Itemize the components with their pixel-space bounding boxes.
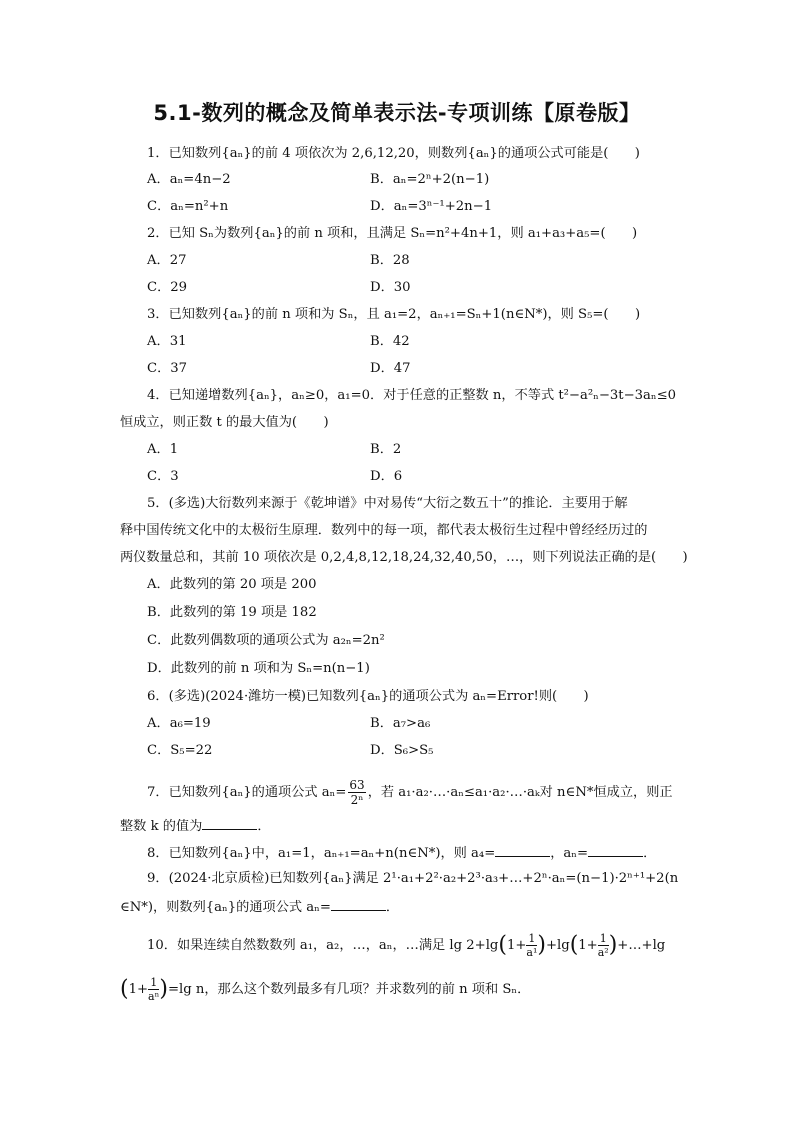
answer-blank[interactable] — [495, 842, 550, 857]
question-3-stem: 3．已知数列{aₙ}的前 n 项和为 Sₙ，且 a₁=2，aₙ₊₁=Sₙ+1(n∈N*)，则 S₅=( ) — [147, 307, 641, 322]
question-1-stem: 1．已知数列{aₙ}的前 4 项依次为 2,6,12,20，则数列{aₙ}的通项公式可能是( ) — [147, 146, 640, 161]
question-5-stem: 5．(多选)大衍数列来源于《乾坤谱》中对易传“大衍之数五十”的推论．主要用于解 — [147, 496, 628, 511]
answer-blank[interactable] — [331, 896, 386, 911]
page-title: 5.1-数列的概念及简单表示法-专项训练【原卷版】 — [153, 101, 641, 125]
question-10-ellipsis: +…+lg — [617, 938, 666, 953]
question-7-stem-start: 7．已知数列{aₙ}的通项公式 aₙ= — [147, 785, 347, 800]
question-7-line2-end: ． — [257, 819, 271, 834]
question-3-option-d: D．47 — [370, 361, 411, 376]
question-10-stem — [147, 932, 665, 959]
question-10-fraction-n — [148, 976, 159, 1003]
question-8-text-c: ． — [643, 846, 657, 861]
question-9-line2-text: ∈N*)，则数列{aₙ}的通项公式 aₙ= — [120, 900, 331, 915]
question-5-option-a: A．此数列的第 20 项是 200 — [147, 577, 317, 592]
fraction-denominator: a¹ — [526, 946, 538, 959]
question-7-stem-end: ，若 a₁·a₂·…·aₙ≤a₁·a₂·…·aₖ对 n∈N*恒成立，则正 — [367, 785, 673, 800]
question-10-fraction-2 — [598, 932, 609, 959]
question-7-line2-text: 整数 k 的值为 — [120, 819, 203, 834]
bracket-close: ) — [159, 976, 168, 1002]
fraction-denominator: aⁿ — [148, 990, 160, 1003]
bracket-open: ( — [120, 976, 129, 1002]
question-7-fraction — [348, 778, 365, 807]
question-4-stem-line2: 恒成立，则正数 t 的最大值为( ) — [120, 415, 329, 430]
question-9-stem-line2 — [120, 896, 399, 918]
question-8-text-b: ，aₙ= — [550, 846, 589, 861]
answer-blank[interactable] — [588, 842, 643, 857]
question-4-option-a: A．1 — [147, 442, 179, 457]
fraction-denominator: a² — [597, 946, 609, 959]
question-1-option-c: C．aₙ=n²+n — [147, 199, 229, 214]
bracket-open: ( — [569, 932, 579, 958]
question-1-option-b: B．aₙ=2ⁿ+2(n−1) — [370, 172, 490, 187]
question-4-option-b: B．2 — [370, 442, 402, 457]
question-6-option-b: B．a₇>a₆ — [370, 716, 431, 731]
question-5-stem-line3: 两仪数量总和，其前 10 项依次是 0,2,4,8,12,18,24,32,40,50，…，则下列说法正确的是( ) — [120, 550, 688, 565]
question-2-option-b: B．28 — [370, 253, 410, 268]
question-10-one: 1+ — [506, 938, 527, 953]
question-4-stem: 4．已知递增数列{aₙ}，aₙ≥0，a₁=0．对于任意的正整数 n，不等式 t²−a²ₙ−3t−3aₙ≤0 — [147, 388, 677, 403]
question-2-stem: 2．已知 Sₙ为数列{aₙ}的前 n 项和，且满足 Sₙ=n²+4n+1，则 a₁+a₃+a₅=( ) — [147, 226, 638, 241]
fraction-numerator: 1 — [599, 932, 607, 945]
question-2-option-c: C．29 — [147, 280, 188, 295]
question-1-option-d: D．aₙ=3ⁿ⁻¹+2n−1 — [370, 199, 493, 214]
bracket-open: ( — [498, 932, 507, 958]
answer-blank[interactable] — [202, 815, 257, 830]
question-10-one: 1+ — [578, 938, 598, 953]
question-10-text-b: =lg n，那么这个数列最多有几项？并求数列的前 n 项和 Sₙ． — [167, 982, 531, 997]
bracket-close: ) — [608, 932, 618, 958]
question-10-fraction-1 — [526, 932, 537, 959]
question-2-option-d: D．30 — [370, 280, 411, 295]
question-7-stem — [147, 778, 673, 807]
question-4-option-d: D．6 — [370, 469, 403, 484]
fraction-numerator: 1 — [528, 932, 536, 945]
question-10-stem-line2 — [120, 976, 530, 1003]
question-7-fraction-denominator: 2ⁿ — [350, 793, 364, 807]
question-5-option-c: C．此数列偶数项的通项公式为 a₂ₙ=2n² — [147, 633, 385, 648]
question-10-mid: +lg — [545, 938, 570, 953]
question-7-fraction-numerator: 63 — [349, 778, 365, 792]
question-3-option-c: C．37 — [147, 361, 188, 376]
question-5-option-b: B．此数列的第 19 项是 182 — [147, 605, 317, 620]
question-10-text-a: 10．如果连续自然数数列 a₁，a₂，…，aₙ，…满足 lg 2+lg — [147, 938, 499, 953]
question-10-one: 1+ — [128, 982, 149, 997]
question-2-option-a: A．27 — [147, 253, 187, 268]
question-4-option-c: C．3 — [147, 469, 179, 484]
question-3-option-b: B．42 — [370, 334, 410, 349]
question-8-text-a: 8．已知数列{aₙ}中，a₁=1，aₙ₊₁=aₙ+n(n∈N*)，则 a₄= — [147, 846, 496, 861]
question-5-option-d: D．此数列的前 n 项和为 Sₙ=n(n−1) — [147, 661, 370, 676]
question-7-stem-line2 — [120, 815, 271, 837]
question-9-stem: 9．(2024·北京质检)已知数列{aₙ}满足 2¹·a₁+2²·a₂+2³·a₃+…+2ⁿ·aₙ=(n−1)·2ⁿ⁺¹+2(n — [147, 871, 679, 886]
fraction-numerator: 1 — [148, 976, 159, 990]
question-8-stem — [147, 842, 656, 864]
question-5-stem-line2: 释中国传统文化中的太极衍生原理．数列中的每一项，都代表太极衍生过程中曾经经历过的 — [120, 523, 648, 538]
question-6-option-a: A．a₆=19 — [147, 716, 211, 731]
question-6-option-c: C．S₅=22 — [147, 743, 213, 758]
question-6-option-d: D．S₆>S₅ — [370, 743, 434, 758]
question-3-option-a: A．31 — [147, 334, 187, 349]
question-6-stem: 6．(多选)(2024·潍坊一模)已知数列{aₙ}的通项公式为 aₙ=Error!则( ) — [147, 689, 589, 704]
question-1-option-a: A．aₙ=4n−2 — [147, 172, 231, 187]
question-9-line2-end: ． — [385, 900, 400, 915]
bracket-close: ) — [537, 932, 546, 958]
